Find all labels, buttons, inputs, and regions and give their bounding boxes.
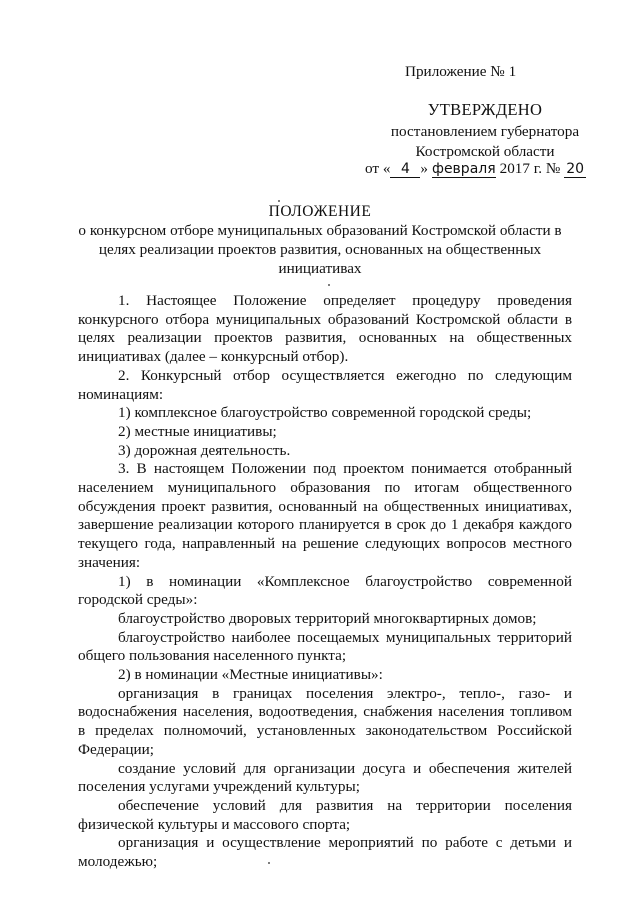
date-year: 2017 г. № (499, 160, 561, 177)
paragraph-2: 2. Конкурсный отбор осуществляется ежегодно по следующим номинациям: (78, 366, 572, 403)
list-item: организация и осуществление мероприятий по работе с детьми и молодежью; (78, 834, 572, 871)
decree-reference (370, 122, 600, 162)
decree-line-1: постановлением губернатора (390, 123, 580, 140)
list-item: организация в границах поселения электро-, тепло-, газо- и водоснабжения населения, водоотведения, снабжения населения топливом в пределах полномочий, установленных законодательством Российской Федерации; (78, 684, 572, 758)
decree-date (365, 160, 586, 178)
list-item: благоустройство дворовых территорий многоквартирных домов; (118, 609, 537, 627)
date-prefix: от « (365, 160, 391, 177)
decree-line-2: Костромской области (415, 143, 555, 160)
date-mid: » (420, 160, 429, 177)
list-item: 2) местные инициативы; (118, 422, 277, 440)
list-item: 1) в номинации «Комплексное благоустройство современной городской среды»: (78, 572, 572, 609)
date-month: февраля (431, 161, 496, 177)
date-day: 4 (390, 161, 420, 178)
document-title: ПОЛОЖЕНИЕ (268, 203, 372, 220)
paragraph-3: 3. В настоящем Положении под проектом понимается отобранный населением муниципального образования по итогам общественного обсуждения проект развития, основанный на общественных инициативах, завершение реализации которого планируется в срок до 1 декабря каждого текущего года, направленный на решение следующих вопросов местного значения: (78, 460, 572, 571)
paragraph-1: 1. Настоящее Положение определяет процедуру проведения конкурсного отбора муниципальных образований Костромской области в целях реализации проектов развития, основанных на общественных инициативах (далее – конкурсный отбор). (78, 292, 572, 366)
scan-speck (278, 200, 280, 202)
decree-number: 20 (564, 161, 586, 178)
document-body (78, 292, 572, 872)
approved-stamp: УТВЕРЖДЕНО (427, 100, 543, 119)
list-item: обеспечение условий для развития на территории поселения физической культуры и массового спорта; (78, 796, 572, 833)
scan-speck (328, 284, 330, 286)
list-item: 1) комплексное благоустройство современной городской среды; (118, 404, 532, 422)
list-item: 3) дорожная деятельность. (118, 441, 291, 459)
document-subtitle: о конкурсном отборе муниципальных образований Костромской области в целях реализации проектов развития, основанных на общественных инициативах (78, 222, 562, 277)
appendix-label: Приложение № 1 (405, 63, 517, 80)
list-item: 2) в номинации «Местные инициативы»: (118, 666, 383, 684)
list-item: благоустройство наиболее посещаемых муниципальных территорий общего пользования населенного пункта; (78, 628, 572, 665)
scan-speck (268, 862, 270, 864)
list-item: создание условий для организации досуга и обеспечения жителей поселения услугами учреждений культуры; (78, 759, 572, 796)
